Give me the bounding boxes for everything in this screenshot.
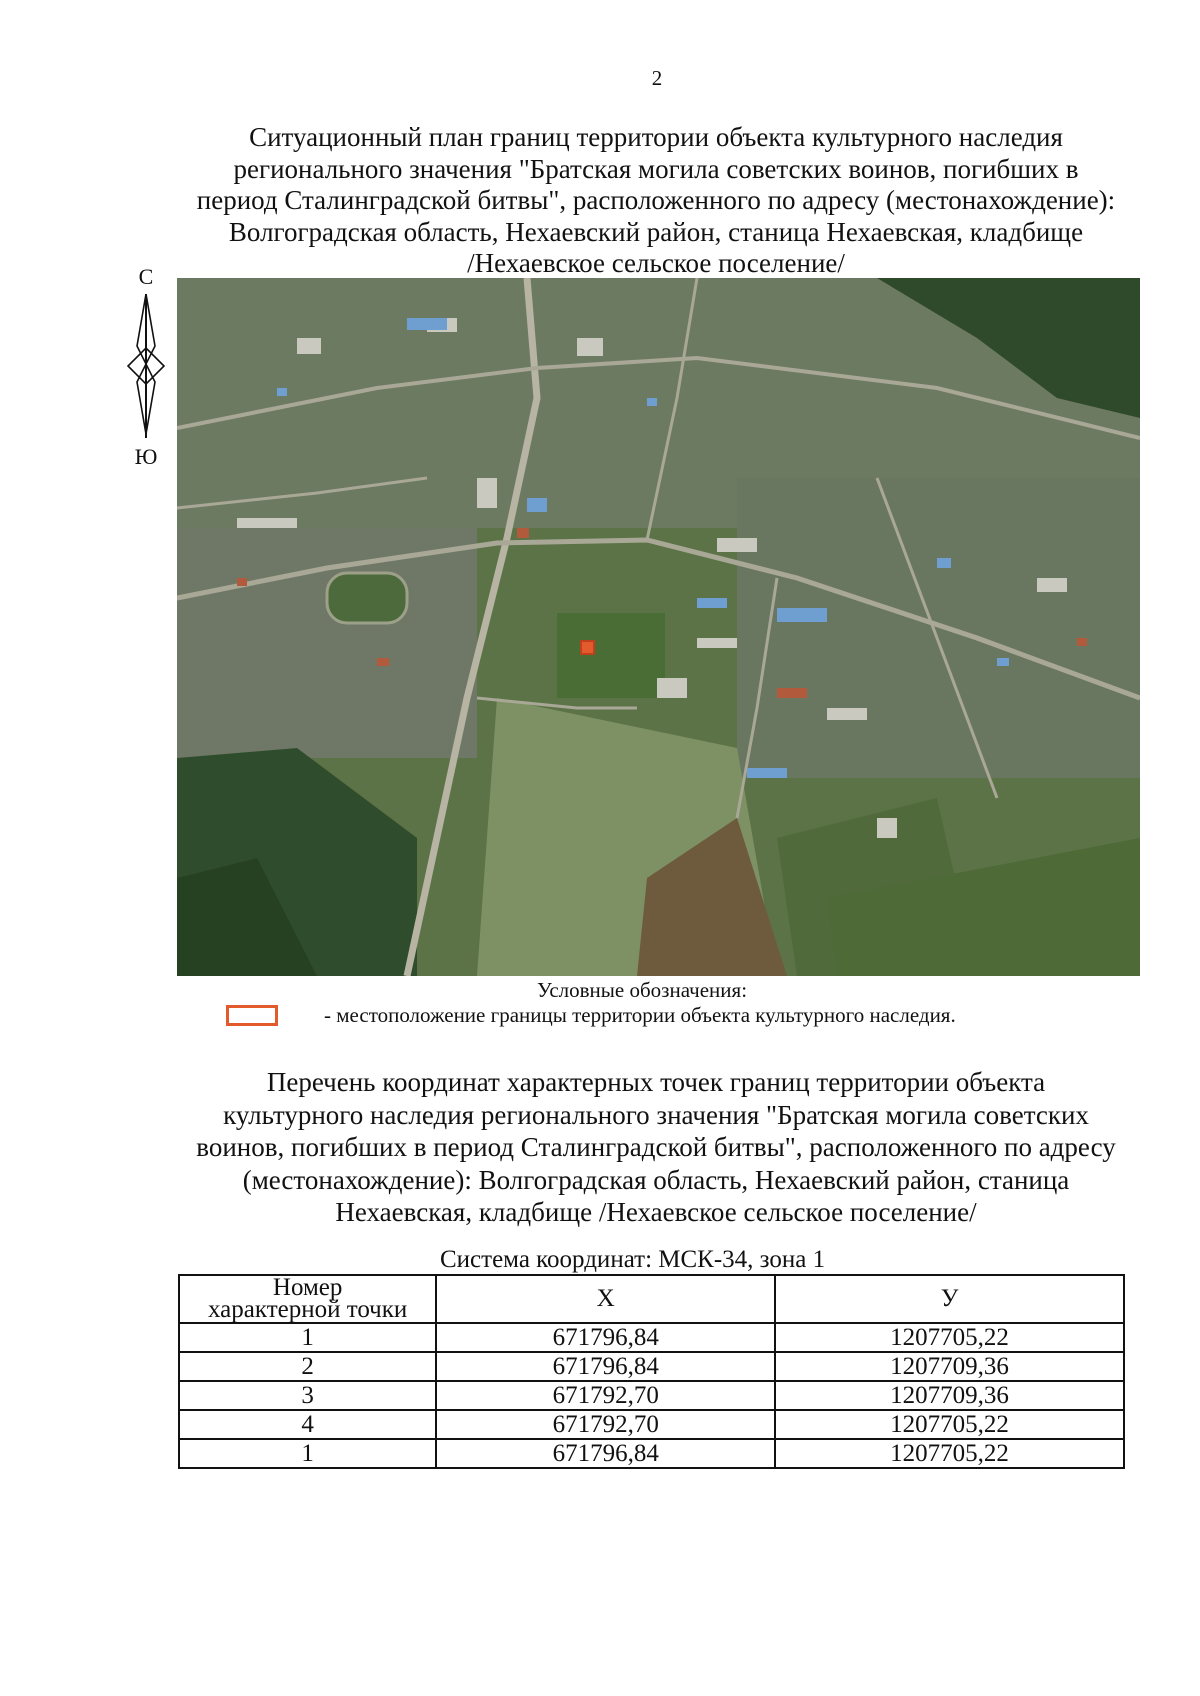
north-arrow-icon xyxy=(118,294,174,454)
legend-title: Условные обозначения: xyxy=(537,978,748,1002)
north-arrow xyxy=(118,264,178,474)
map-title xyxy=(180,122,1132,280)
list-title-line: Нехаевская, кладбище /Нехаевское сельское поселение/ xyxy=(335,1197,977,1227)
point-number-cell: 2 xyxy=(179,1352,436,1381)
header-point-line1: Номер xyxy=(272,1274,343,1301)
map-title-line: Волгоградская область, Нехаевский район, станица Нехаевская, кладбище xyxy=(228,216,1084,247)
header-x: Х xyxy=(436,1275,775,1323)
map-title-line: /Нехаевское сельское поселение/ xyxy=(467,248,845,278)
legend-boundary-swatch xyxy=(226,1005,278,1026)
y-cell: 1207705,22 xyxy=(775,1439,1124,1468)
header-point-number xyxy=(179,1275,436,1323)
y-cell: 1207705,22 xyxy=(775,1410,1124,1439)
x-cell: 671796,84 xyxy=(436,1352,775,1381)
satellite-map xyxy=(177,278,1140,976)
header-point-line2: характерной точки xyxy=(208,1296,408,1323)
y-cell: 1207705,22 xyxy=(775,1323,1124,1352)
y-cell: 1207709,36 xyxy=(775,1381,1124,1410)
south-label: Ю xyxy=(134,444,158,469)
list-title-line: (местонахождение): Волгоградская область, Нехаевский район, станица xyxy=(242,1164,1070,1195)
table-row xyxy=(179,1352,1124,1381)
x-cell: 671796,84 xyxy=(436,1439,775,1468)
table-row xyxy=(179,1410,1124,1439)
y-cell: 1207709,36 xyxy=(775,1352,1124,1381)
map-title-line: Ситуационный план границ территории объекта культурного наследия xyxy=(249,122,1063,152)
coordinates-table xyxy=(178,1274,1125,1469)
point-number-cell: 1 xyxy=(179,1439,436,1468)
point-number-cell: 1 xyxy=(179,1323,436,1352)
x-cell: 671792,70 xyxy=(436,1410,775,1439)
map-title-line: период Сталинградской битвы", расположенного по адресу (местонахождение): xyxy=(196,185,1116,215)
table-row xyxy=(179,1439,1124,1468)
list-title-line: культурного наследия регионального значения "Братская могила советских xyxy=(223,1099,1089,1130)
north-label: С xyxy=(138,264,154,289)
page-number: 2 xyxy=(651,66,663,90)
coordinates-list-title xyxy=(176,1066,1136,1229)
table-row xyxy=(179,1381,1124,1410)
x-cell: 671796,84 xyxy=(436,1323,775,1352)
object-boundary-marker xyxy=(581,641,594,654)
table-header-row xyxy=(179,1275,1124,1323)
point-number-cell: 3 xyxy=(179,1381,436,1410)
header-y: У xyxy=(775,1275,1124,1323)
table-row xyxy=(179,1323,1124,1352)
x-cell: 671792,70 xyxy=(436,1381,775,1410)
coordinate-system-caption: Система координат: МСК-34, зона 1 xyxy=(440,1246,826,1273)
legend-boundary-label: - местоположение границы территории объекта культурного наследия. xyxy=(324,1003,956,1027)
list-title-line: воинов, погибших в период Сталинградской битвы", расположенного по адресу xyxy=(196,1132,1116,1162)
map-title-line: регионального значения "Братская могила советских воинов, погибших в xyxy=(233,153,1079,184)
list-title-line: Перечень координат характерных точек границ территории объекта xyxy=(266,1067,1046,1097)
satellite-map-image xyxy=(177,278,1140,976)
point-number-cell: 4 xyxy=(179,1410,436,1439)
